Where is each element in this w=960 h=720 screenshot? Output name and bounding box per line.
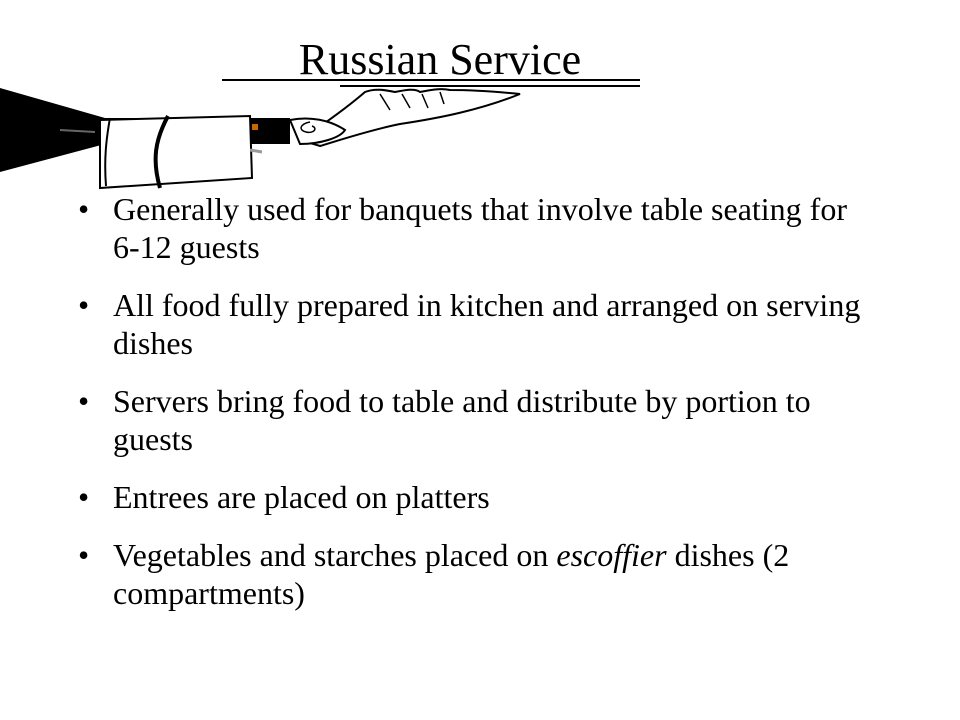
bullet-item [78, 286, 878, 362]
bullet-text-italic: escoffier [556, 537, 667, 573]
bullet-marker: • [78, 383, 90, 419]
bullet-text-part: Vegetables and starches placed on [113, 537, 557, 573]
bullet-item [78, 190, 878, 266]
bullet-marker: • [78, 287, 90, 323]
bullet-item [78, 536, 878, 612]
bullet-marker: • [78, 191, 90, 227]
bullet-text: Entrees are placed on platters [113, 479, 490, 515]
bullet-text [113, 537, 789, 611]
slide-title: Russian Service [298, 35, 582, 84]
bullet-text: Generally used for banquets that involve table seating for 6-12 guests [113, 191, 847, 265]
bullet-list [78, 190, 878, 632]
bullet-text: All food fully prepared in kitchen and arranged on serving dishes [113, 287, 861, 361]
bullet-marker: • [78, 479, 90, 515]
bullet-marker: • [78, 537, 90, 573]
bullet-item [78, 382, 878, 458]
bullet-item [78, 478, 878, 516]
bullet-text: Servers bring food to table and distribute by portion to guests [113, 383, 811, 457]
bullet-text-part: dishes (2 compartments) [113, 537, 790, 611]
